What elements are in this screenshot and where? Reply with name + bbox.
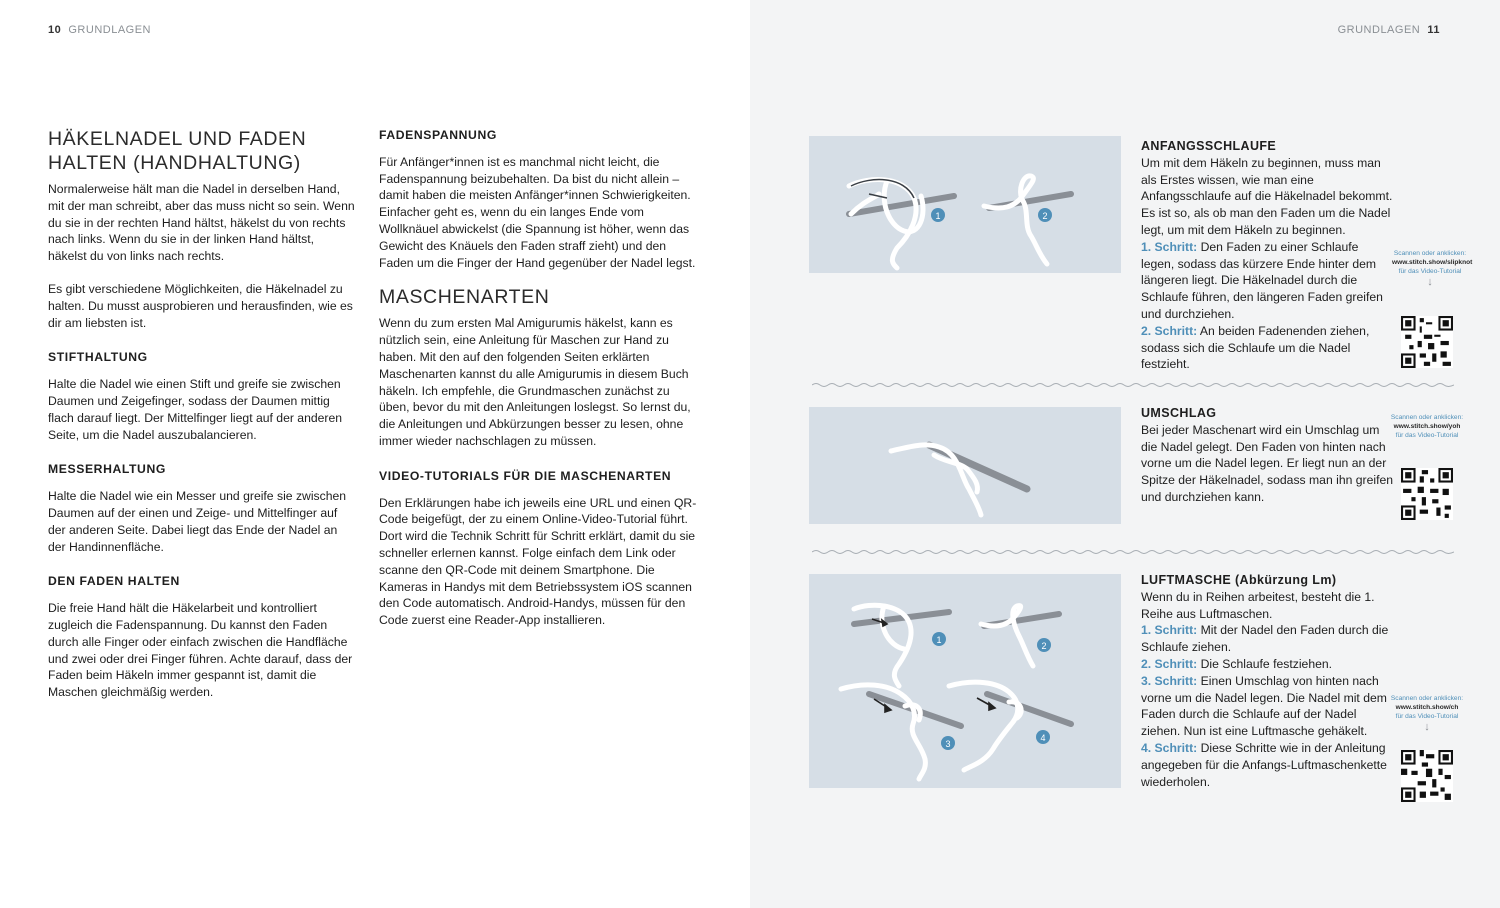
anfangsschlaufe-step-1: [1141, 239, 1395, 323]
intro-paragraph-2: Es gibt verschiedene Möglichkeiten, die Häkelnadel zu halten. Du musst ausprobieren und herausfinden, wie es dir am liebsten ist.: [48, 281, 353, 330]
badge-text: 1: [935, 211, 941, 221]
step-text: An beiden Fadenenden ziehen, sodass sich die Schlaufe um die Nadel festzieht.: [1141, 323, 1370, 372]
step-label: 2. Schritt:: [1141, 323, 1198, 338]
luftmasche-step-2: [1141, 656, 1395, 673]
qr-note-slipknot[interactable]: [1392, 249, 1473, 288]
qr-suffix: für das Video-Tutorial: [1395, 432, 1459, 439]
title-umschlag: UMSCHLAG: [1141, 406, 1217, 420]
qr-url-slipknot[interactable]: www.stitch.show/slipknot: [1392, 259, 1473, 266]
anfangsschlaufe-intro: Um mit dem Häkeln zu beginnen, muss man als Erstes wissen, wie man eine Anfangsschlaufe auf die Häkelnadel bekommt. Es ist so, als ob man den Faden um die Nadel legt, um mit dem Häkeln zu beginnen.: [1141, 155, 1393, 237]
step-text: Mit der Nadel den Faden durch die Schlaufe ziehen.: [1141, 623, 1389, 655]
qr-code-yoh[interactable]: [1401, 468, 1453, 520]
left-column-1: [48, 127, 356, 701]
faden-halten-text: Die freie Hand hält die Häkelarbeit und kontrolliert zugleich die Fadenspannung. Du kannst den Faden durch alle Finger oder einfach zwischen die Handfläche und zwei oder drei Finger führen. Achte darauf, dass der Faden beim Häkeln immer gespannt ist, damit die Maschen gleichmäßig werden.: [48, 601, 353, 700]
intro-paragraph-1: Normalerweise hält man die Nadel in derselben Hand, mit der man schreibt, aber das muss nicht so sein. Wenn du sie in der rechten Hand hältst, häkelst du von rechts nach links. Wenn du sie in der linken Hand hältst, häkelst du von links nach rechts.: [48, 182, 355, 264]
step-label: 3. Schritt:: [1141, 673, 1198, 688]
section-divider: [812, 382, 1454, 388]
messerhaltung-text: Halte die Nadel wie ein Messer und greife sie zwischen Daumen auf der einen und Zeige- und Mittelfinger auf der anderen Seite. Dabei liegt das Ende der Nadel an der Handinnenfläche.: [48, 489, 347, 554]
badge-text: 1: [936, 635, 942, 645]
video-tutorials-text: Den Erklärungen habe ich jeweils eine URL und einen QR-Code beigefügt, der zu einem Online-Video-Tutorial führt. Dort wird die Technik Schritt für Schritt erklärt, damit du sie schneller erlernen kannst. Folge einfach dem Link oder scanne den QR-Code mit deinem Smartphone. Die Kameras in Handys mit dem Betriebssystem iOS scannen den Code automatisch. Android-Handys, müssen für den Code zuerst eine Reader-App installieren.: [379, 495, 697, 628]
section-anfangsschlaufe: [1141, 138, 1395, 373]
luftmasche-intro: Wenn du in Reihen arbeitest, besteht die 1. Reihe aus Luftmaschen.: [1141, 589, 1375, 621]
fadenspannung-text-2: Einfacher geht es, wenn du ein langes Ende vom Wollknäuel abwickelst (die Spannung ist höher, wenn das Gewicht des Knäuels den Faden straff zieht) und den Faden um die Finger der Hand gegenüber der Nadel legst.: [379, 205, 696, 270]
heading-stifthaltung: STIFTHALTUNG: [48, 350, 148, 365]
badge-text: 2: [1041, 641, 1047, 651]
qr-url-yoh[interactable]: www.stitch.show/yoh: [1393, 423, 1461, 430]
heading-messerhaltung: MESSERHALTUNG: [48, 462, 166, 477]
heading-haekelnadel: HÄKELNADEL UND FADEN HALTEN (HANDHALTUNG): [48, 128, 307, 174]
badge-text: 3: [945, 739, 951, 749]
title-anfangsschlaufe: ANFANGSSCHLAUFE: [1141, 139, 1277, 153]
left-folio: [48, 24, 151, 36]
badge-text: 4: [1040, 733, 1046, 743]
qr-note-yoh[interactable]: [1389, 413, 1465, 440]
step-text: Den Faden zu einer Schlaufe legen, sodass das kürzere Ende hinter dem längeren liegt. Die Häkelnadel durch die Schlaufe führen, den längeren Faden greifen und durchziehen.: [1141, 239, 1383, 321]
qr-note-ch[interactable]: [1389, 694, 1465, 733]
qr-suffix: für das Video-Tutorial: [1395, 713, 1459, 720]
arrow-down-icon: ↓: [1427, 276, 1433, 288]
right-running-head: GRUNDLAGEN: [1337, 24, 1421, 36]
badge-text: 2: [1042, 211, 1048, 221]
qr-url-ch[interactable]: www.stitch.show/ch: [1395, 704, 1459, 711]
qr-label: Scannen oder anklicken:: [1393, 250, 1467, 257]
stifthaltung-text: Halte die Nadel wie einen Stift und greife sie zwischen Daumen und Zeigefinger, sodass der Daumen mittig flach darauf liegt. Der Mittelfinger liegt auf der anderen Seite, um die Nadel auszubalancieren.: [48, 377, 343, 442]
umschlag-text: Bei jeder Maschenart wird ein Umschlag um die Nadel gelegt. Den Faden von hinten nach vorne um die Nadel legen. Er liegt nun an der Spitze der Häkelnadel, sodass man ihn greifen und durchziehen kann.: [1141, 422, 1394, 504]
left-page-number: 10: [48, 24, 62, 36]
arrow-down-icon: ↓: [1424, 721, 1430, 733]
right-folio: [1338, 24, 1440, 36]
right-page-number: 11: [1427, 24, 1440, 36]
section-umschlag: [1141, 405, 1395, 506]
heading-faden-halten: DEN FADEN HALTEN: [48, 574, 180, 589]
section-divider: [812, 549, 1454, 555]
heading-fadenspannung: FADENSPANNUNG: [379, 128, 497, 142]
left-column-2: [379, 127, 703, 629]
luftmasche-step-4: [1141, 740, 1395, 790]
section-luftmasche: [1141, 572, 1395, 790]
yarn-over-illustration: [809, 407, 1121, 524]
step-text: Diese Schritte wie in der Anleitung angegeben für die Anfangs-Luftmaschenkette wiederholen.: [1141, 740, 1387, 789]
step-label: 2. Schritt:: [1141, 656, 1198, 671]
qr-label: Scannen oder anklicken:: [1390, 414, 1464, 421]
qr-label: Scannen oder anklicken:: [1390, 695, 1464, 702]
qr-suffix: für das Video-Tutorial: [1398, 268, 1462, 275]
slipknot-illustration: [809, 136, 1121, 273]
qr-code-slipknot[interactable]: [1401, 316, 1453, 368]
step-label: 1. Schritt:: [1141, 623, 1198, 638]
heading-video-tutorials: VIDEO-TUTORIALS FÜR DIE MASCHENARTEN: [379, 468, 672, 483]
title-luftmasche: LUFTMASCHE (Abkürzung Lm): [1141, 573, 1337, 587]
left-running-head: GRUNDLAGEN: [68, 24, 151, 36]
chain-stitch-illustration: [809, 574, 1121, 788]
step-text: Einen Umschlag von hinten nach vorne um die Nadel legen. Die Nadel mit dem Faden durch die Schlaufe auf der Nadel ziehen. Nun ist eine Luftmasche gehäkelt.: [1141, 673, 1387, 739]
qr-code-ch[interactable]: [1401, 750, 1453, 802]
heading-maschenarten: MASCHENARTEN: [379, 286, 550, 309]
step-label: 4. Schritt:: [1141, 740, 1198, 755]
luftmasche-step-1: [1141, 622, 1395, 656]
step-label: 1. Schritt:: [1141, 239, 1198, 254]
luftmasche-step-3: [1141, 673, 1395, 740]
maschenarten-text: Wenn du zum ersten Mal Amigurumis häkelst, kann es nützlich sein, eine Anleitung für Maschen zur Hand zu haben. Mit den auf den folgenden Seiten erklärten Maschenarten kannst du alle Amigurumis in diesem Buch häkeln. Ich empfehle, die Grundmaschen zunächst zu üben, bevor du mit den Anleitungen loslegst. So lernst du, die Anleitungen und Abkürzungen besser zu lesen, ohne immer wieder nachschlagen zu müssen.: [379, 316, 691, 448]
anfangsschlaufe-step-2: [1141, 323, 1395, 373]
step-text: Die Schlaufe festziehen.: [1197, 656, 1333, 671]
fadenspannung-text-1: Für Anfänger*innen ist es manchmal nicht leicht, die Fadenspannung beizubehalten. Da bist du nicht allein – damit haben die meisten Anfänger*innen Schwierigkeiten.: [379, 154, 691, 203]
